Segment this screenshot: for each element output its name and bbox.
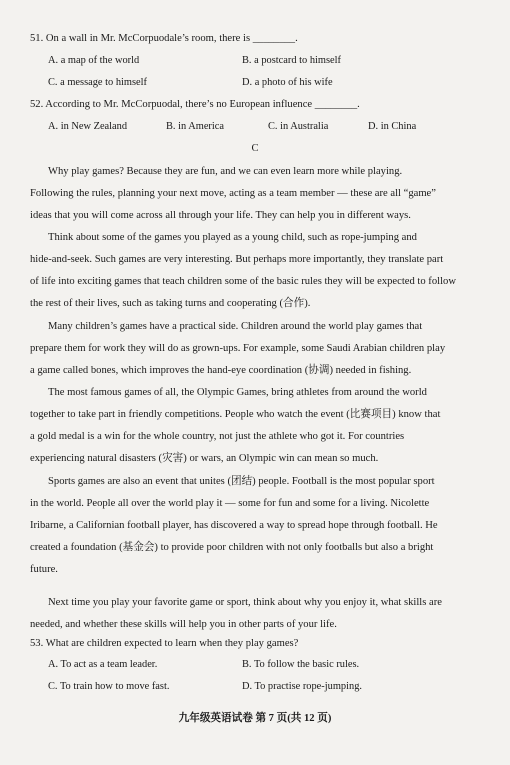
q53-stem: 53. What are children expected to learn when they play games? <box>30 638 299 649</box>
passage-line: created a foundation (基金会) to provide poor children with not only footballs but also a bright <box>30 542 434 553</box>
passage-line: Many children’s games have a practical side. Children around the world play games that <box>48 321 423 332</box>
passage-line: the rest of their lives, such as taking turns and cooperating (合作). <box>30 298 311 309</box>
q51-stem: 51. On a wall in Mr. McCorpuodale’s room, there is ________. <box>30 33 298 44</box>
passage-line: Next time you play your favorite game or sport, think about why you enjoy it, what skills are <box>48 597 442 608</box>
q51-option-c: C. a message to himself <box>48 77 147 88</box>
section-letter: C <box>251 143 259 154</box>
passage-line: Iribarne, a Californian football player, has discovered a way to spread hope through football. He <box>30 520 438 531</box>
passage-line: Why play games? Because they are fun, and we can even learn more while playing. <box>48 166 403 177</box>
passage-line: Following the rules, planning your next move, acting as a team member — these are all “game” <box>30 188 436 199</box>
passage-line: a game called bones, which improves the hand-eye coordination (协调) needed in fishing. <box>30 365 412 376</box>
passage-line: a gold medal is a win for the whole country, not just the athlete who got it. For countries <box>30 431 405 442</box>
q51-option-a: A. a map of the world <box>48 55 140 66</box>
passage-line: prepare them for work they will do as grown-ups. For example, some Saudi Arabian children play <box>30 343 446 354</box>
passage-line: Think about some of the games you played as a young child, such as rope-jumping and <box>48 232 417 243</box>
q53-option-d: D. To practise rope-jumping. <box>242 681 362 692</box>
passage-line: in the world. People all over the world play it — some for fun and some for a living. Nicolette <box>30 498 430 509</box>
passage-line: ideas that you will come across all through your life. They can help you in different ways. <box>30 210 411 221</box>
passage-line: The most famous games of all, the Olympic Games, bring athletes from around the world <box>48 387 427 398</box>
q51-option-b: B. a postcard to himself <box>242 55 341 66</box>
q52-option-c: C. in Australia <box>268 121 329 132</box>
q52-option-a: A. in New Zealand <box>48 121 128 132</box>
q53-option-a: A. To act as a team leader. <box>48 659 158 670</box>
q51-option-d: D. a photo of his wife <box>242 77 333 88</box>
passage-line: needed, and whether these skills will help you in other parts of your life. <box>30 619 337 630</box>
passage-line: hide-and-seek. Such games are very interesting. But perhaps more importantly, they translate part <box>30 254 444 265</box>
q52-option-d: D. in China <box>368 121 417 132</box>
q52-stem: 52. According to Mr. McCorpuodal, there’s no European influence ________. <box>30 99 360 110</box>
passage-line: Sports games are also an event that unites (团结) people. Football is the most popular sport <box>48 476 435 487</box>
passage-line: experiencing natural disasters (灾害) or wars, an Olympic win can mean so much. <box>30 453 379 464</box>
q53-option-c: C. To train how to move fast. <box>48 681 170 692</box>
passage-line: future. <box>30 564 58 575</box>
q53-option-b: B. To follow the basic rules. <box>242 659 360 670</box>
q52-option-b: B. in America <box>166 121 225 132</box>
passage-line: together to take part in friendly competitions. People who watch the event (比赛项目) know that <box>30 409 441 420</box>
page-footer: 九年级英语试卷 第 7 页(共 12 页) <box>178 713 332 724</box>
passage-line: of life into exciting games that teach children some of the basic rules they will be expected to follow <box>30 276 456 287</box>
